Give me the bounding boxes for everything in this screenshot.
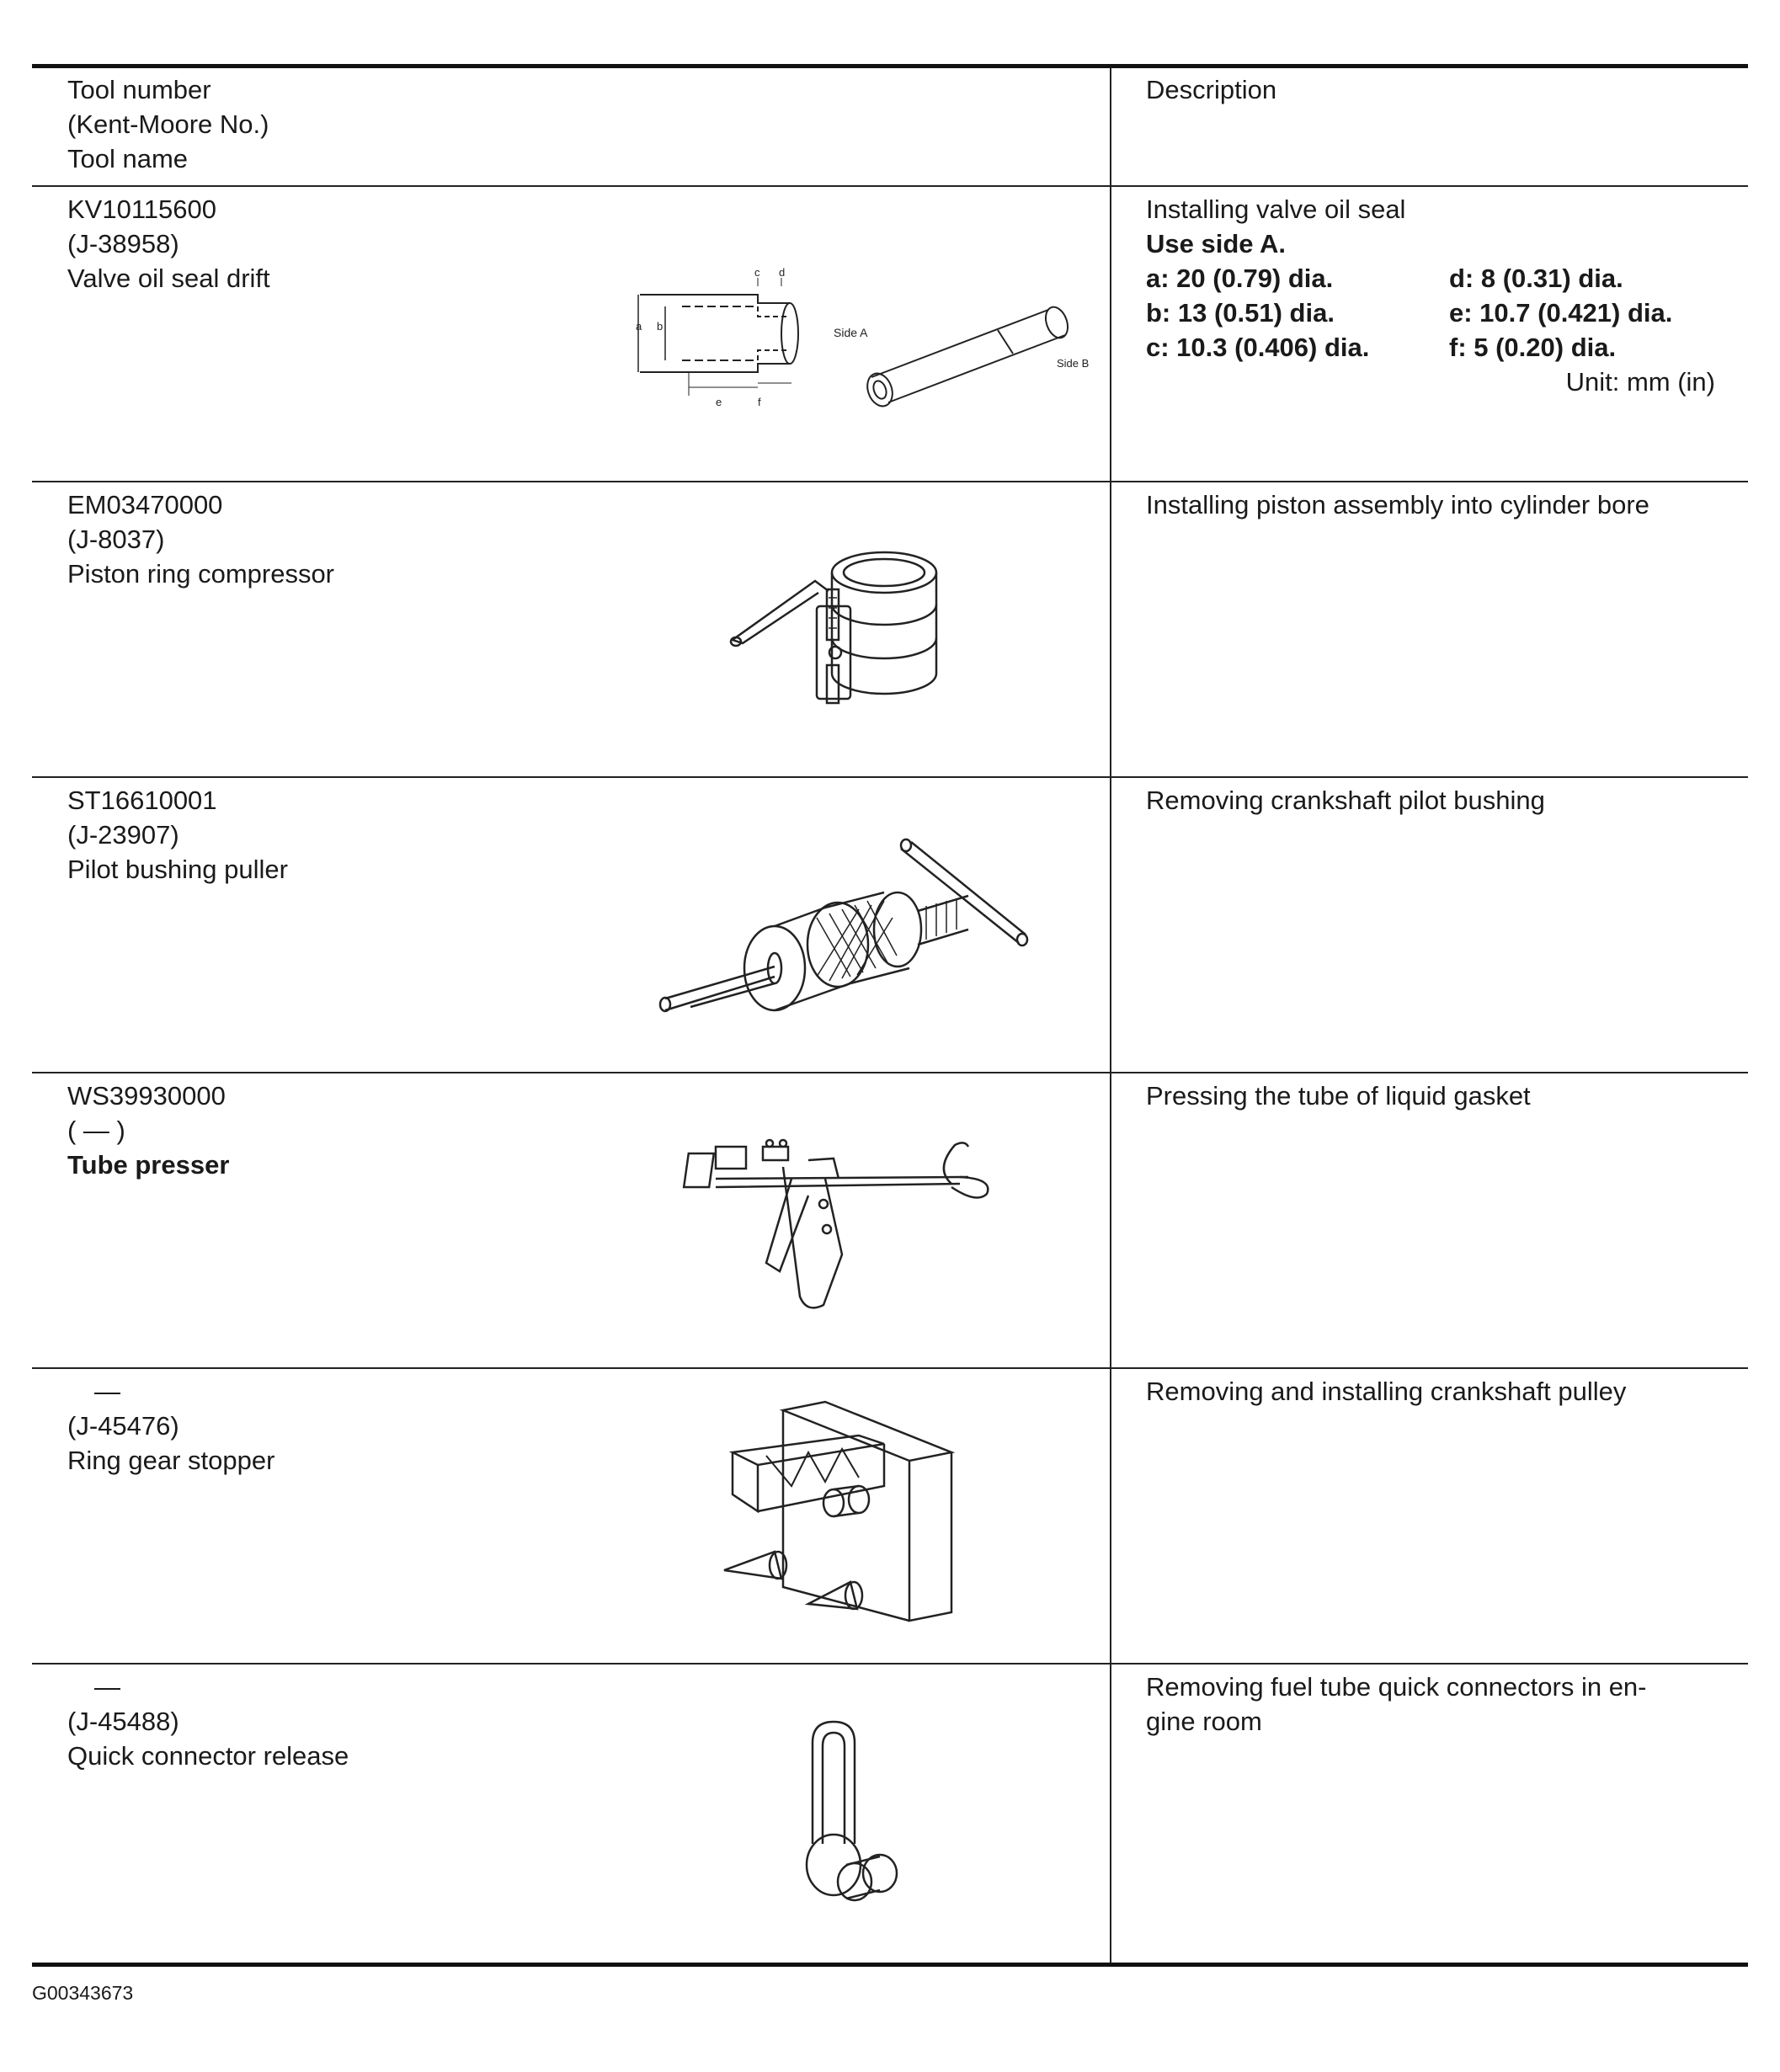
table-row-6-description — [1146, 1670, 1727, 1739]
label-f: f — [758, 396, 761, 408]
label-c: c — [754, 266, 760, 279]
tool-number: ST16610001 — [67, 786, 217, 815]
table-row-1-tool — [67, 192, 589, 296]
row-divider — [32, 1367, 1748, 1369]
header-tool-number: Tool number — [67, 75, 211, 104]
dimension-specs — [1146, 261, 1727, 365]
label-e: e — [716, 396, 722, 408]
valve-oil-seal-drift-drawing — [632, 266, 1090, 413]
tool-number — [67, 1670, 589, 1704]
description-text: Pressing the tube of liquid gasket — [1146, 1081, 1531, 1111]
header-kent-moore: (Kent-Moore No.) — [67, 109, 269, 139]
tool-name: Pilot bushing puller — [67, 855, 288, 884]
tool-name: Valve oil seal drift — [67, 264, 270, 293]
header-tool-name: Tool name — [67, 144, 189, 173]
table-row-2-description — [1146, 487, 1727, 522]
kent-moore-number: (J-8037) — [67, 525, 165, 554]
header-tool-column — [67, 72, 589, 176]
row-divider — [32, 1072, 1748, 1073]
label-side-b: Side B — [1057, 357, 1090, 370]
tool-number — [67, 1374, 589, 1409]
table-row-5-tool — [67, 1374, 589, 1478]
piston-ring-compressor-drawing — [724, 539, 960, 724]
row-divider — [32, 1663, 1748, 1665]
kent-moore-number: ( — ) — [67, 1116, 125, 1145]
label-side-a: Side A — [834, 326, 868, 339]
pilot-bushing-puller-drawing — [648, 834, 1036, 1027]
spec-c: c: 10.3 (0.406) dia. — [1146, 333, 1370, 362]
spec-e: e: 10.7 (0.421) dia. — [1449, 298, 1673, 328]
tool-name: Piston ring compressor — [67, 559, 335, 589]
row-divider — [32, 185, 1748, 187]
description-text: Removing and installing crankshaft pulley — [1146, 1377, 1627, 1406]
tool-number-dash: — — [94, 1377, 120, 1406]
column-divider — [1110, 67, 1111, 1963]
table-bottom-rule — [32, 1963, 1748, 1967]
figure-id: G00343673 — [32, 1982, 134, 2004]
quick-connector-release-drawing — [796, 1718, 914, 1911]
description-text: Installing valve oil seal — [1146, 194, 1406, 224]
description-note: Use side A. — [1146, 229, 1286, 258]
table-row-4-description — [1146, 1079, 1727, 1113]
table-row-4-tool — [67, 1079, 589, 1182]
kent-moore-number: (J-38958) — [67, 229, 179, 258]
spec-a: a: 20 (0.79) dia. — [1146, 264, 1334, 293]
kent-moore-number: (J-23907) — [67, 820, 179, 850]
table-row-3-tool — [67, 783, 589, 887]
table-top-rule — [32, 64, 1748, 68]
table-row-6-tool — [67, 1670, 589, 1773]
label-d: d — [779, 266, 786, 279]
kent-moore-number: (J-45488) — [67, 1707, 179, 1736]
kent-moore-number: (J-45476) — [67, 1411, 179, 1441]
tool-number-dash: — — [94, 1672, 120, 1702]
spec-b: b: 13 (0.51) dia. — [1146, 298, 1335, 328]
description-text: Installing piston assembly into cylinder bore — [1146, 490, 1649, 519]
tool-number: WS39930000 — [67, 1081, 226, 1111]
tool-number: EM03470000 — [67, 490, 223, 519]
spec-f: f: 5 (0.20) dia. — [1449, 333, 1617, 362]
header-description — [1146, 72, 1727, 107]
table-row-2-tool — [67, 487, 589, 591]
tube-presser-drawing — [682, 1128, 1002, 1322]
tool-name: Quick connector release — [67, 1741, 349, 1771]
description-text: Removing fuel tube quick connectors in en- — [1146, 1672, 1647, 1702]
table-row-3-description — [1146, 783, 1727, 818]
spec-d: d: 8 (0.31) dia. — [1449, 264, 1623, 293]
table-row-1-description — [1146, 192, 1727, 399]
tool-name: Ring gear stopper — [67, 1446, 275, 1475]
row-divider — [32, 776, 1748, 778]
label-b: b — [657, 320, 664, 333]
ring-gear-stopper-drawing — [716, 1402, 951, 1629]
description-text: Removing crankshaft pilot bushing — [1146, 786, 1545, 815]
tool-name: Tube presser — [67, 1150, 230, 1180]
table-row-5-description — [1146, 1374, 1727, 1409]
row-divider — [32, 481, 1748, 482]
unit-note: Unit: mm (in) — [1565, 367, 1715, 397]
description-text-continued: gine room — [1146, 1707, 1262, 1736]
tool-number: KV10115600 — [67, 194, 216, 224]
header-description-label: Description — [1146, 75, 1277, 104]
label-a: a — [636, 320, 642, 333]
